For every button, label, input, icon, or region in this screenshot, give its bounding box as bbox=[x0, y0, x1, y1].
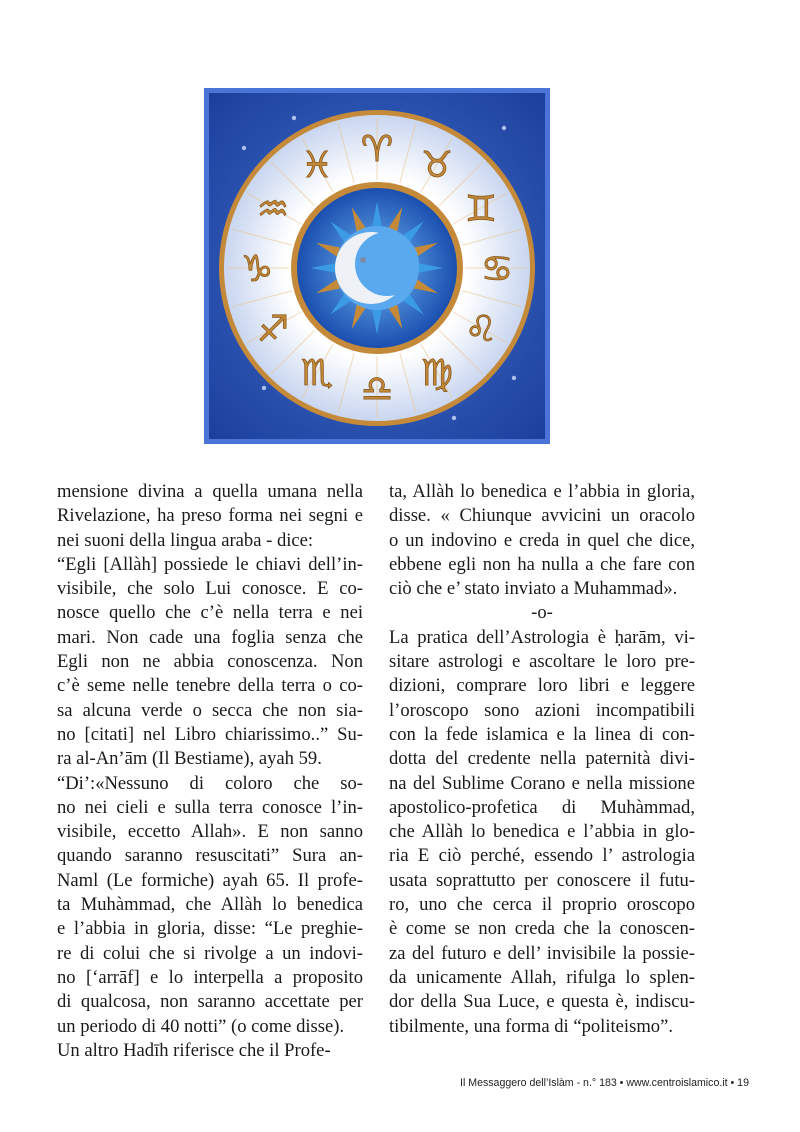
zodiac-sign-icon: ♒ bbox=[256, 189, 290, 230]
text-line: re di colui che si rivolge a un indovi- bbox=[57, 942, 363, 964]
text-line: Egli non ne abbia conoscenza. Non bbox=[57, 651, 363, 673]
text-line: l’oroscopo sono azioni incompatibili bbox=[389, 699, 695, 721]
zodiac-illustration bbox=[204, 88, 550, 444]
star-dot bbox=[512, 376, 516, 380]
text-line: di qualcosa, non saranno accettate per bbox=[57, 991, 363, 1013]
text-line: da unicamente Allah, rifulga lo splen- bbox=[389, 966, 695, 988]
star-dot bbox=[452, 416, 456, 420]
text-line: mari. Non cade una foglia senza che bbox=[57, 626, 363, 648]
text-line: quando saranno resuscitati” Sura an- bbox=[57, 845, 363, 867]
zodiac-sign-icon: ♐ bbox=[256, 309, 290, 350]
star-dot bbox=[502, 126, 506, 130]
text-line: sa alcuna verde o secca che non sia- bbox=[57, 699, 363, 721]
text-line: che Allàh lo benedica e l’abbia in glo- bbox=[389, 821, 695, 843]
text-line: ta Muhàmmad, che Allàh lo benedica bbox=[57, 894, 363, 916]
text-line: nei suoni della lingua araba - dice: bbox=[57, 529, 314, 551]
right-text-column bbox=[389, 480, 695, 1039]
text-line: Un altro Hadīh riferisce che il Profe- bbox=[57, 1039, 331, 1061]
zodiac-sign-icon: ♋ bbox=[480, 249, 514, 290]
text-line: tibilmente, una forma di “politeismo”. bbox=[389, 1015, 673, 1037]
text-line: ta, Allàh lo benedica e l’abbia in gloria, bbox=[389, 481, 695, 502]
text-line: “Di’:«Nessuno di coloro che so- bbox=[57, 772, 363, 794]
text-line: ra al-An’ām (Il Bestiame), ayah 59. bbox=[57, 748, 322, 770]
text-line: usata soprattutto per conoscere il futu- bbox=[389, 869, 695, 891]
text-line: za del futuro e dell’ invisibile la possie- bbox=[389, 942, 695, 964]
zodiac-sign-icon: ♌ bbox=[464, 309, 498, 350]
star-dot bbox=[242, 146, 246, 150]
text-line: è come se non creda che la conoscen- bbox=[389, 918, 695, 940]
text-line: -o- bbox=[531, 602, 553, 624]
moon-shadow bbox=[355, 232, 419, 296]
text-line: ebbene egli non ha nulla a che fare con bbox=[389, 553, 695, 575]
text-line: ciò che e’ stato inviato a Muhammad». bbox=[389, 578, 678, 600]
zodiac-sign-icon: ♑ bbox=[240, 249, 274, 290]
text-line: disse. « Chiunque avvicini un oracolo bbox=[389, 505, 695, 527]
left-text-column bbox=[57, 480, 363, 1063]
text-line: ria E ciò perché, essendo l’ astrologia bbox=[389, 845, 695, 867]
zodiac-sign-icon: ♎ bbox=[360, 369, 394, 410]
zodiac-sign-icon: ♓ bbox=[300, 145, 334, 187]
star-dot bbox=[262, 386, 266, 390]
text-line: apostolico-profetica di Muhàmmad, bbox=[389, 796, 695, 818]
text-line: Naml (Le formiche) ayah 65. Il profe- bbox=[57, 869, 363, 891]
text-line: e l’abbia in gloria, disse: “Le preghie- bbox=[57, 918, 363, 940]
zodiac-sign-icon: ♊ bbox=[464, 189, 498, 230]
text-line: “Egli [Allàh] possiede le chiavi dell’in- bbox=[57, 553, 363, 575]
zodiac-sign-icon: ♉ bbox=[420, 145, 454, 187]
text-line: na del Sublime Corano e nella missione bbox=[389, 772, 695, 794]
text-line: no [‘arrāf] e lo interpella a proposito bbox=[57, 966, 363, 988]
text-line: dor della Sua Luce, e questa è, indiscu- bbox=[389, 991, 695, 1013]
zodiac-sign-icon: ♈ bbox=[360, 129, 394, 170]
text-line: La pratica dell’Astrologia è ḥarām, vi- bbox=[389, 626, 695, 648]
text-line: no [citati] nel Libro chiarissimo..” Su- bbox=[57, 723, 363, 745]
text-line: visibile, che solo Lui conosce. E co- bbox=[57, 578, 363, 600]
text-line: sitare astrologi e ascoltare le loro pre- bbox=[389, 651, 695, 673]
text-line: dotta del credente nella paternità divi- bbox=[389, 748, 695, 770]
star-dot bbox=[292, 116, 296, 120]
text-line: dizioni, comprare loro libri e leggere bbox=[389, 675, 695, 697]
text-line: no nei cieli e sulla terra conosce l’in- bbox=[57, 796, 363, 818]
text-line: mensione divina a quella umana nella bbox=[57, 481, 363, 502]
text-line: con la fede islamica e la linea di con- bbox=[389, 723, 695, 745]
text-line: c’è seme nelle tenebre della terra o co- bbox=[57, 675, 363, 697]
zodiac-sign-icon: ♍ bbox=[420, 352, 454, 394]
text-line: nosce quello che c’è nella terra e nei bbox=[57, 602, 363, 624]
zodiac-sign-icon: ♏ bbox=[300, 352, 334, 394]
text-line: visibile, eccetto Allah». E non sanno bbox=[57, 821, 363, 843]
moon-eye bbox=[360, 257, 366, 263]
text-line: ro, uno che cerca il proprio oroscopo bbox=[389, 894, 695, 916]
text-line: Rivelazione, ha preso forma nei segni e bbox=[57, 505, 363, 527]
text-line: o un indovino e creda in quel che dice, bbox=[389, 529, 695, 551]
text-line: un periodo di 40 notti” (o come disse). bbox=[57, 1015, 345, 1037]
page-footer: Il Messaggero dell’Islàm - n.° 183 • www.centroislamico.it • 19 bbox=[460, 1077, 749, 1089]
